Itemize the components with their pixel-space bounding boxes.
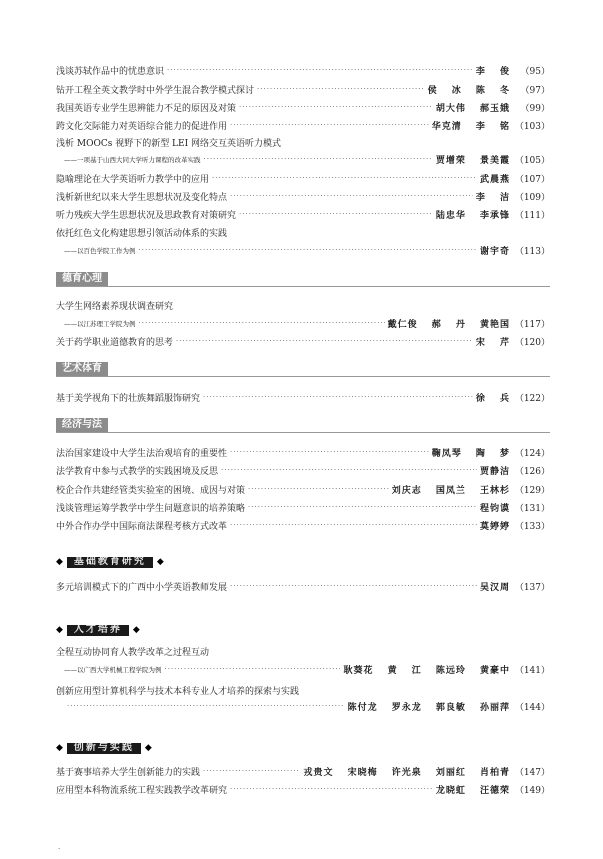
leader-dots bbox=[239, 103, 433, 111]
entry-page: （109） bbox=[514, 192, 550, 203]
entry-authors: 侯 冰 陈 冬 bbox=[427, 85, 510, 96]
leader-dots bbox=[239, 210, 433, 218]
entry-authors: 陆忠华 李承锋 bbox=[435, 210, 510, 221]
toc-entry[interactable] bbox=[56, 481, 550, 497]
entry-page: （131） bbox=[514, 503, 550, 514]
entry-page: （137） bbox=[514, 582, 550, 593]
entry-subtitle: ——以江苏理工学院为例 bbox=[64, 319, 136, 328]
entry-page: （122） bbox=[514, 393, 550, 404]
entry-page: （147） bbox=[514, 767, 550, 778]
entry-authors: 胡大伟 郝玉娥 bbox=[435, 103, 510, 114]
entry-authors: 刘庆志 国凤兰 王林杉 bbox=[391, 485, 510, 496]
entry-page: （126） bbox=[514, 466, 550, 477]
entry-page: （105） bbox=[514, 155, 550, 166]
leader-dots bbox=[230, 121, 429, 129]
toc-entry[interactable] bbox=[56, 170, 550, 186]
entry-title: 钻开工程全英文教学时中外学生混合教学模式探讨 bbox=[56, 85, 255, 96]
entry-title: 关于药学职业道德教育的思考 bbox=[56, 337, 174, 348]
leader-dots bbox=[230, 785, 433, 793]
toc-entry[interactable] bbox=[64, 242, 550, 258]
entry-page: （141） bbox=[514, 665, 550, 676]
entry-title: 听力残疾大学生思想状况及思政教育对策研究 bbox=[56, 210, 237, 221]
section-heading-art: 艺术体育 bbox=[56, 362, 108, 376]
entry-page: （103） bbox=[514, 121, 550, 132]
entry-title: 浅析新世纪以来大学生思想状况及变化特点 bbox=[56, 192, 228, 203]
entry-title: 浅谈管理运筹学教学中学生问题意识的培养策略 bbox=[56, 503, 246, 514]
entry-page: （97） bbox=[520, 85, 550, 96]
toc-entry[interactable] bbox=[56, 499, 550, 515]
toc-entry[interactable] bbox=[56, 117, 550, 133]
entry-authors: 吴汉周 bbox=[479, 582, 510, 593]
section-divider bbox=[56, 432, 550, 433]
section-heading-basic bbox=[56, 555, 164, 569]
section-heading-moral: 德育心理 bbox=[56, 272, 108, 286]
entry-title: 基于美学视角下的壮族舞蹈服饰研究 bbox=[56, 393, 201, 404]
entry-authors: 戴仁俊 郝 丹 黄艳国 bbox=[387, 319, 510, 330]
entry-page: （133） bbox=[514, 521, 550, 532]
entry-title-multiline[interactable]: 大学生网络素养现状调查研究 bbox=[56, 302, 174, 312]
entry-authors: 宋 芹 bbox=[475, 337, 510, 348]
toc-entry[interactable] bbox=[56, 462, 550, 478]
entry-authors: 耿葵花 黄 江 陈远玲 黄豪中 bbox=[343, 665, 510, 676]
toc-entry[interactable] bbox=[64, 315, 550, 331]
toc-entry[interactable] bbox=[56, 81, 550, 97]
diamond-icon: ◆ bbox=[56, 743, 63, 753]
entry-authors: 龙晓虹 汪德荣 bbox=[435, 785, 510, 796]
entry-title: 法治国家建设中大学生法治观培育的重要性 bbox=[56, 448, 228, 459]
entry-title: 我国英语专业学生思辨能力不足的原因及对策 bbox=[56, 103, 237, 114]
entry-title-multiline[interactable]: 依托红色文化构建思想引领活动体系的实践 bbox=[56, 229, 228, 239]
toc-entry[interactable] bbox=[56, 781, 550, 797]
section-divider bbox=[56, 286, 550, 287]
leader-dots bbox=[203, 393, 473, 401]
entry-title: 法学教育中参与式教学的实践困境及反思 bbox=[56, 466, 219, 477]
entry-title: 应用型本科物流系统工程实践教学改革研究 bbox=[56, 785, 228, 796]
leader-dots bbox=[212, 174, 477, 182]
toc-entry[interactable] bbox=[56, 444, 550, 460]
entry-page: （99） bbox=[520, 103, 550, 114]
entry-title: 中外合作办学中国际商法课程考核方式改革 bbox=[56, 521, 228, 532]
entry-authors: 谢宇奇 bbox=[479, 246, 510, 257]
diamond-icon: ◆ bbox=[144, 743, 152, 753]
entry-title: 多元培训模式下的广西中小学英语教师发展 bbox=[56, 582, 228, 593]
section-label: 人才培养 bbox=[67, 625, 129, 636]
entry-authors: 陈付龙 罗永龙 郭良敏 孙丽萍 bbox=[347, 702, 510, 713]
entry-authors: 鞠凤琴 陶 梦 bbox=[431, 448, 510, 459]
entry-subtitle: ——一项基于山西大同大学听力课程的改革实践 bbox=[64, 155, 201, 164]
entry-page: （144） bbox=[514, 702, 550, 713]
leader-dots bbox=[230, 582, 477, 590]
entry-subtitle: ——以广西大学机械工程学院为例 bbox=[64, 665, 162, 674]
entry-authors: 莫婷婷 bbox=[479, 521, 510, 532]
entry-page: （129） bbox=[514, 485, 550, 496]
leader-dots bbox=[248, 503, 477, 511]
entry-page: （120） bbox=[514, 337, 550, 348]
entry-authors: 华克清 李 铭 bbox=[431, 121, 510, 132]
leader-dots bbox=[139, 246, 477, 254]
section-divider bbox=[56, 376, 550, 377]
entry-authors: 李 洁 bbox=[475, 192, 510, 203]
toc-entry[interactable] bbox=[56, 99, 550, 115]
entry-page: （124） bbox=[514, 448, 550, 459]
toc-entry[interactable] bbox=[56, 188, 550, 204]
leader-dots bbox=[139, 319, 385, 327]
entry-authors: 戎贵文 宋晓梅 许光泉 刘丽红 肖柏青 bbox=[303, 767, 510, 778]
diamond-icon: ◆ bbox=[156, 557, 164, 567]
section-heading-talent bbox=[56, 623, 140, 637]
diamond-icon: ◆ bbox=[132, 625, 140, 635]
leader-dots bbox=[165, 665, 341, 673]
leader-dots bbox=[257, 85, 425, 93]
toc-entry[interactable] bbox=[64, 151, 550, 167]
entry-authors: 徐 兵 bbox=[475, 393, 510, 404]
leader-dots bbox=[67, 702, 345, 710]
footer-mark: . bbox=[58, 843, 61, 851]
leader-dots bbox=[176, 337, 473, 345]
toc-entry[interactable] bbox=[56, 333, 550, 349]
section-label: 创新与实践 bbox=[67, 743, 141, 754]
leader-dots bbox=[230, 448, 429, 456]
entry-title-multiline[interactable]: 创新应用型计算机科学与技术本科专业人才培养的探索与实践 bbox=[56, 687, 300, 697]
leader-dots bbox=[230, 192, 473, 200]
entry-authors: 李 俊 bbox=[475, 66, 510, 77]
entry-page: （95） bbox=[520, 66, 550, 77]
toc-entry[interactable] bbox=[56, 517, 550, 533]
entry-page: （113） bbox=[514, 246, 550, 257]
entry-title: 跨文化交际能力对英语综合能力的促进作用 bbox=[56, 121, 228, 132]
entry-title: 校企合作共建经管类实验室的困境、成因与对策 bbox=[56, 485, 246, 496]
diamond-icon: ◆ bbox=[56, 625, 63, 635]
entry-title: 浅谈苏轼作品中的忧患意识 bbox=[56, 66, 165, 77]
leader-dots bbox=[167, 66, 473, 74]
entry-title: 隐喻理论在大学英语听力教学中的应用 bbox=[56, 174, 210, 185]
leader-dots bbox=[248, 485, 389, 493]
toc-entry[interactable] bbox=[64, 661, 550, 677]
entry-authors: 程钧谟 bbox=[479, 503, 510, 514]
leader-dots bbox=[204, 155, 433, 163]
leader-dots bbox=[203, 767, 300, 775]
toc-entry[interactable] bbox=[64, 698, 550, 714]
entry-subtitle: ——以百色学院工作为例 bbox=[64, 246, 136, 255]
entry-page: （107） bbox=[514, 174, 550, 185]
leader-dots bbox=[221, 466, 477, 474]
entry-title-multiline[interactable]: 浅析 MOOCs 视野下的新型 LEI 网络交互英语听力模式 bbox=[56, 139, 282, 149]
diamond-icon: ◆ bbox=[56, 557, 63, 567]
toc-entry[interactable] bbox=[56, 206, 550, 222]
leader-dots bbox=[230, 521, 477, 529]
toc-entry[interactable] bbox=[56, 763, 550, 779]
entry-page: （117） bbox=[514, 319, 550, 330]
toc-entry[interactable] bbox=[56, 389, 550, 405]
toc-entry[interactable] bbox=[56, 578, 550, 594]
entry-page: （111） bbox=[514, 210, 550, 221]
entry-title: 基于赛事培养大学生创新能力的实践 bbox=[56, 767, 201, 778]
entry-page: （149） bbox=[514, 785, 550, 796]
toc-entry[interactable] bbox=[56, 62, 550, 78]
entry-authors: 武晨燕 bbox=[479, 174, 510, 185]
section-label: 基础教育研究 bbox=[67, 557, 153, 568]
entry-authors: 贾增荣 景美霞 bbox=[435, 155, 510, 166]
section-heading-law: 经济与法 bbox=[56, 418, 108, 432]
entry-title-multiline[interactable]: 全程互动协同育人教学改革之过程互动 bbox=[56, 648, 210, 658]
section-heading-innov bbox=[56, 741, 152, 755]
entry-authors: 贾静洁 bbox=[479, 466, 510, 477]
